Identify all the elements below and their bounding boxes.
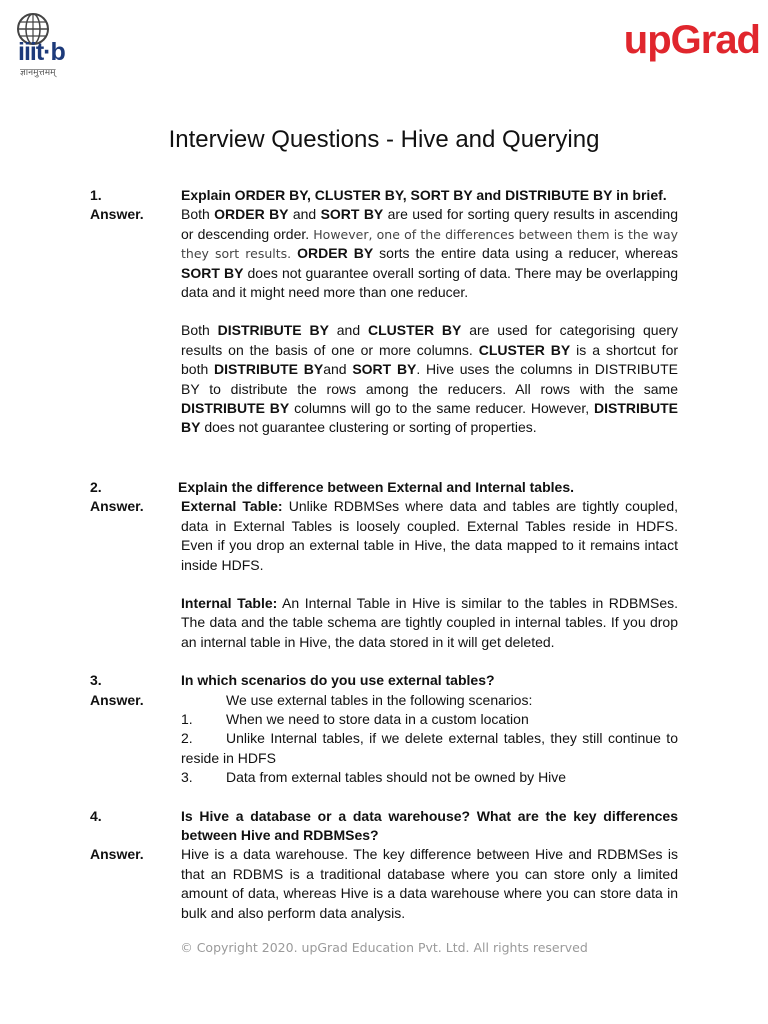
text-run: sorts the entire data using a reducer, whereas [373, 245, 679, 262]
page-title: Interview Questions - Hive and Querying [168, 126, 600, 153]
answer-paragraph [181, 497, 678, 575]
question-text: Is Hive a database or a data warehouse? What are the key differences between Hive and RDBMSes? [181, 807, 678, 843]
keyword: Internal Table: [181, 594, 278, 611]
keyword: CLUSTER BY [478, 341, 571, 358]
question-number: 1. [90, 187, 102, 203]
answer-paragraph [181, 205, 678, 302]
text-run: and [323, 361, 353, 378]
list-number: 3. [181, 769, 193, 786]
question-text: In which scenarios do you use external tables? [181, 672, 495, 689]
keyword: DISTRIBUTE BY [214, 361, 324, 378]
answer-label: Answer. [90, 846, 144, 863]
keyword: ORDER BY [297, 245, 374, 262]
question-text: Explain the difference between External and Internal tables. [178, 478, 574, 495]
question-1 [90, 186, 678, 205]
list-number: 2. [181, 730, 193, 747]
answer-1 [90, 205, 678, 302]
list-item [181, 710, 678, 729]
text-run: Both [181, 206, 215, 223]
question-4 [90, 807, 678, 846]
text-run: Both [181, 322, 218, 339]
keyword: SORT BY [352, 361, 417, 378]
list-text: When we need to store data in a custom location [226, 710, 529, 727]
list-text: Data from external tables should not be owned by Hive [226, 769, 567, 786]
keyword: SORT BY [320, 206, 384, 223]
answer-label: Answer. [90, 498, 144, 515]
scenario-list [181, 710, 678, 788]
text-run: and [328, 322, 368, 339]
upgrad-logo: upGrad [623, 18, 760, 62]
answer-intro: We use external tables in the following scenarios: [226, 691, 533, 708]
keyword: CLUSTER BY [367, 322, 462, 339]
copyright-footer: © Copyright 2020. upGrad Education Pvt. Ltd. All rights reserved [180, 940, 588, 955]
text-run: and [288, 206, 321, 223]
text-run: does not guarantee clustering or sorting of properties. [200, 419, 537, 436]
keyword: DISTRIBUTE BY [217, 322, 329, 339]
text-run: are used for categorising query results on the basis of one or more columns. [181, 322, 679, 358]
iiitb-logo-text: iiit·b [18, 38, 65, 66]
question-number: 2. [90, 478, 102, 495]
keyword: DISTRIBUTE BY [181, 400, 679, 436]
text-run: However, one of the differences between them is the way they sort results. [181, 226, 678, 262]
answer-paragraph: Hive is a data warehouse. The key difference between Hive and RDBMSes is that an RDBMS is a traditional database where you can store only a limited amount of data, whereas Hive is a data warehouse where you can store data in bulk and also perform data analysis. [181, 846, 678, 921]
text-run: An Internal Table in Hive is similar to the tables in RDBMSes. The data and the table schema are tightly coupled in internal tables. If you drop an internal table in Hive, the data stored in it will get deleted. [181, 594, 678, 650]
text-run: . Hive uses the columns in DISTRIBUTE BY to distribute the rows among the reducers. All rows with the same [181, 361, 679, 397]
text-run: does not guarantee overall sorting of data. There may be overlapping data and it might need more than one reducer. [181, 264, 678, 301]
answer-label: Answer. [90, 691, 144, 708]
keyword: External Table: [181, 498, 283, 515]
list-text: Unlike Internal tables, if we delete external tables, they still continue to [226, 730, 678, 747]
list-number: 1. [181, 710, 193, 727]
question-2 [90, 478, 678, 497]
document-body [90, 186, 678, 923]
answer-4 [90, 845, 678, 923]
question-number: 3. [90, 672, 102, 689]
answer-paragraph [181, 321, 678, 437]
text-run: Unlike RDBMSes where data and tables are tightly coupled, data in External Tables is loosely coupled. External Tables reside in HDFS. Even if you drop an external table in Hive, the data mapped to it remains intact inside HDFS. [181, 498, 679, 573]
question-text: Explain ORDER BY, CLUSTER BY, SORT BY and DISTRIBUTE BY in brief. [181, 187, 667, 203]
text-run: are used for sorting query results in ascending or descending order. [181, 206, 678, 242]
answer-2 [90, 497, 678, 575]
answer-label: Answer. [90, 206, 144, 223]
text-run: is a shortcut for both [181, 341, 679, 378]
list-item [181, 729, 678, 748]
answer-3 [90, 691, 678, 710]
list-item-continuation: reside in HDFS [181, 749, 276, 766]
keyword: ORDER BY [214, 206, 289, 223]
text-run: columns will go to the same reducer. However, [289, 400, 595, 417]
question-number: 4. [90, 807, 102, 824]
answer-paragraph [181, 594, 678, 652]
iiitb-tagline: ज्ञानमुत्तमम् [20, 68, 56, 78]
question-3 [90, 671, 678, 690]
keyword: SORT BY [181, 264, 244, 281]
list-item [181, 768, 678, 787]
keyword: DISTRIBUTE BY [181, 400, 290, 417]
